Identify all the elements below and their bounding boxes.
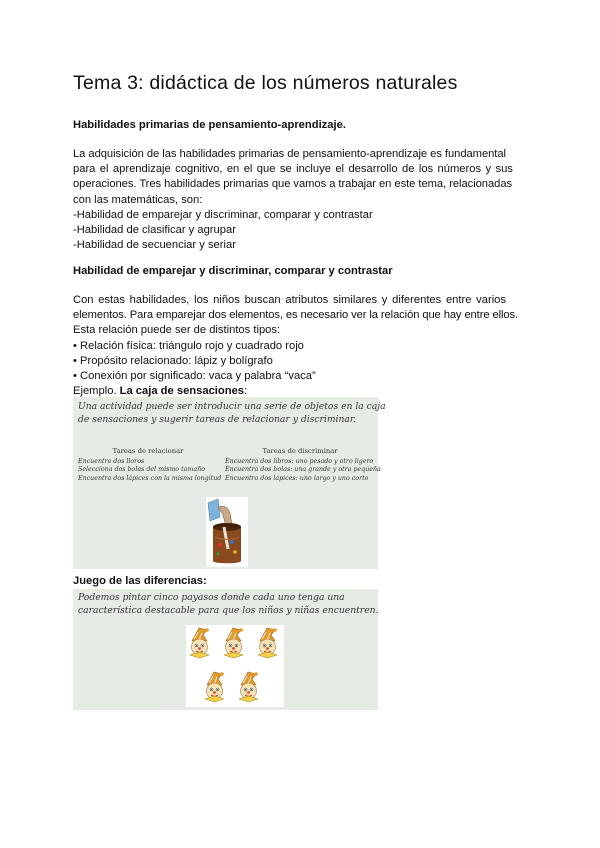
box-caption [78,591,378,617]
task-item: Selecciona dos bolas del mismo tamaño [78,466,205,474]
para-line: Esta relación puede ser de distintos tipos: [73,324,281,337]
bullet-item: • Propósito relacionado: lápiz y bolígrafo [73,354,273,367]
box-caption [78,400,386,426]
caption-line: Una actividad puede ser introducir una serie de objetos en la caja [78,401,386,412]
relate-tasks [78,447,222,483]
task-item: Encuentra dos libros: uno pesado y otro ligero [225,457,374,465]
caption-line: de sensaciones y sugerir tareas de relacionar y discriminar. [78,414,357,425]
discriminate-tasks-title: Tareas de discriminar [262,447,338,455]
list-item: -Habilidad de clasificar y agrupar [73,224,236,237]
list-item: -Habilidad de emparejar y discriminar, comparar y contrastar [73,208,373,221]
task-item: Encuentra dos lápices con la misma longitud [78,474,222,482]
discriminate-tasks [225,447,381,483]
section-heading-juego: Juego de las diferencias: [73,575,207,587]
para-line: para el aprendizaje cognitivo, en el que se incluye el desarrollo de los números y sus [73,163,513,176]
emparejar-paragraph [73,293,527,399]
task-item: Encuentra dos bolas: una grande y otra pequeña [225,466,381,474]
clowns-figure [73,589,378,710]
bullet-item: • Conexión por significado: vaca y palabra “vaca” [73,370,316,383]
bullet-item: • Relación física: triángulo rojo y cuadrado rojo [73,339,304,352]
section-heading-emparejar: Habilidad de emparejar y discriminar, comparar y contrastar [73,265,393,277]
caption-line: Podemos pintar cinco payasos donde cada uno tenga una [78,592,345,603]
relate-tasks-title: Tareas de relacionar [112,447,184,455]
task-item: Encuentra dos lápices: uno largo y uno corto [225,474,369,482]
intro-paragraph [73,147,527,253]
example-title: La caja de sensaciones [119,385,245,398]
task-item: Encuentra dos lloros [78,457,145,465]
clowns-illustration [186,625,284,707]
para-line: La adquisición de las habilidades primarias de pensamiento-aprendizaje es fundamental [73,148,506,160]
sensation-box-icon [206,497,248,567]
page-title: Tema 3: didáctica de los números naturales [73,72,458,94]
list-item: -Habilidad de secuenciar y seriar [73,239,236,252]
example-prefix: Ejemplo. [73,385,120,398]
section-heading-habilidades: Habilidades primarias de pensamiento-aprendizaje. [73,119,346,131]
para-line: elementos. Para emparejar dos elementos, es necesario ver la relación que hay entre ellos. [73,309,518,322]
example-suffix: : [244,385,248,398]
para-line: Con estas habilidades, los niños buscan atributos similares y diferentes entre varios [73,294,506,306]
sensation-box-figure [73,397,386,569]
para-line: operaciones. Tres habilidades primarias que vamos a trabajar en este tema, relacionadas [73,178,513,191]
para-line: con las matemáticas, son: [73,193,203,206]
caption-line: característica destacable para que los niños y niñas encuentren. [78,605,379,616]
